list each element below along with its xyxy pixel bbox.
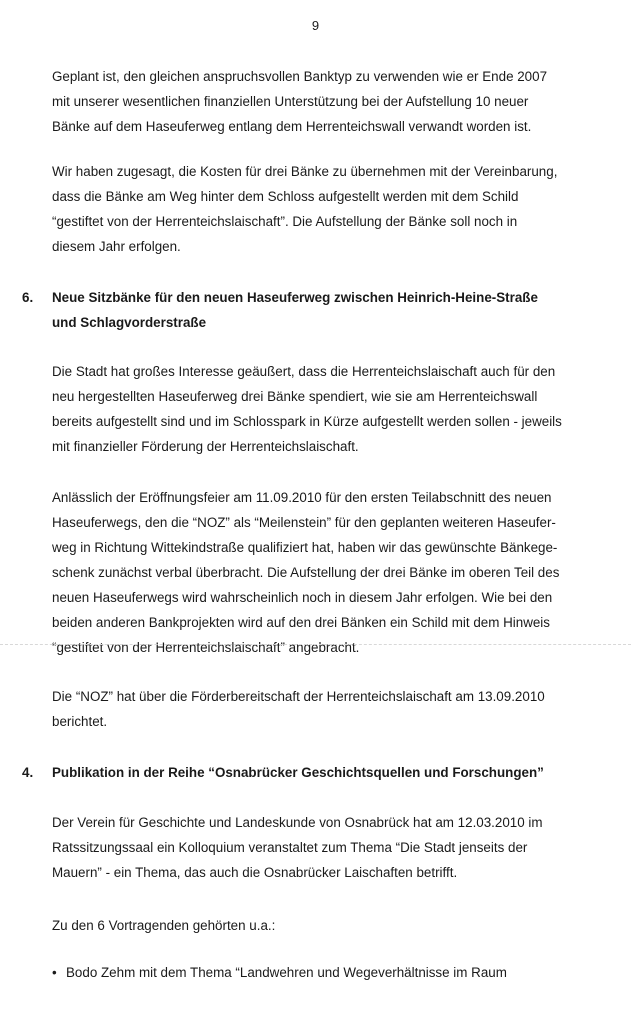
bullet-text: Bodo Zehm mit dem Thema “Landwehren und Wegeverhältnisse im Raum: [66, 965, 507, 980]
section-title-line1: Neue Sitzbänke für den neuen Haseuferweg zwischen Heinrich-Heine-Straße: [52, 290, 538, 305]
text-line: mit unserer wesentlichen finanziellen Unterstützung bei der Aufstellung 10 neuer: [52, 94, 529, 109]
text-line: bereits aufgestellt sind und im Schlosspark in Kürze aufgestellt werden sollen - jeweils: [52, 414, 562, 429]
text-line: mit finanzieller Förderung der Herrenteichslaischaft.: [52, 439, 359, 454]
bullet-marker: •: [52, 965, 57, 980]
paragraph-city-interest: [52, 359, 611, 459]
text-line: “gestiftet von der Herrenteichslaischaft”. Die Aufstellung der Bänke soll noch in: [52, 214, 518, 229]
text-line: Die Stadt hat großes Interesse geäußert, dass die Herrenteichslaischaft auch für den: [52, 364, 556, 379]
text-line: weg in Richtung Wittekindstraße qualifiziert hat, haben wir das gewünschte Bänkege-: [52, 540, 558, 555]
text-line: Wir haben zugesagt, die Kosten für drei Bänke zu übernehmen mit der Vereinbarung,: [52, 164, 558, 179]
paragraph-opening-ceremony: [52, 485, 611, 660]
text-line: Anlässlich der Eröffnungsfeier am 11.09.2010 für den ersten Teilabschnitt des neuen: [52, 490, 552, 505]
paragraph-cost-commitment: [52, 159, 611, 259]
text-line: dass die Bänke am Weg hinter dem Schloss aufgestellt werden mit dem Schild: [52, 189, 519, 204]
text-line: berichtet.: [52, 714, 108, 729]
text-line: neuen Haseuferwegs wird wahrscheinlich noch in diesem Jahr erfolgen. Wie bei den: [52, 590, 553, 605]
text-line: Mauern” - ein Thema, das auch die Osnabrücker Laischaften betrifft.: [52, 865, 458, 880]
text-line: “gestiftet von der Herrenteichslaischaft” angebracht.: [52, 640, 360, 655]
paragraph-colloquium: [52, 810, 611, 885]
section-heading-4: [22, 760, 621, 785]
text-line: beiden anderen Bankprojekten wird auf den drei Bänken ein Schild mit dem Hinweis: [52, 615, 550, 630]
text-line: Haseuferwegs, den die “NOZ” als “Meilenstein” für den geplanten weiteren Haseufer-: [52, 515, 556, 530]
text-line: schenk zunächst verbal überbracht. Die Aufstellung der drei Bänke im oberen Teil des: [52, 565, 560, 580]
bullet-line: [52, 960, 611, 985]
text-line: Bänke auf dem Haseuferweg entlang dem Herrenteichswall verwandt worden ist.: [52, 119, 532, 134]
text-line: Zu den 6 Vortragenden gehörten u.a.:: [52, 918, 276, 933]
section-number: 6.: [22, 290, 34, 305]
scan-artifact-line: [0, 644, 631, 645]
section-title-line2: und Schlagvorderstraße: [52, 315, 207, 330]
text-line: diesem Jahr erfolgen.: [52, 239, 181, 254]
page-number: 9: [311, 18, 320, 33]
text-line: neu hergestellten Haseuferweg drei Bänke spendiert, wie sie am Herrenteichswall: [52, 389, 538, 404]
paragraph-bank-type: [52, 64, 611, 139]
paragraph-speakers-intro: [52, 913, 611, 938]
text-line: Der Verein für Geschichte und Landeskunde von Osnabrück hat am 12.03.2010 im: [52, 815, 543, 830]
bullet-item-bodo-zehm: [52, 960, 611, 985]
text-line: Die “NOZ” hat über die Förderbereitschaft der Herrenteichslaischaft am 13.09.2010: [52, 689, 545, 704]
text-line: Ratssitzungssaal ein Kolloquium veranstaltet zum Thema “Die Stadt jenseits der: [52, 840, 528, 855]
section-heading-6: [22, 285, 621, 335]
section-number: 4.: [22, 765, 34, 780]
section-title: Publikation in der Reihe “Osnabrücker Geschichtsquellen und Forschungen”: [52, 765, 544, 780]
paragraph-noz-report: [52, 684, 611, 734]
text-line: Geplant ist, den gleichen anspruchsvollen Banktyp zu verwenden wie er Ende 2007: [52, 69, 548, 84]
